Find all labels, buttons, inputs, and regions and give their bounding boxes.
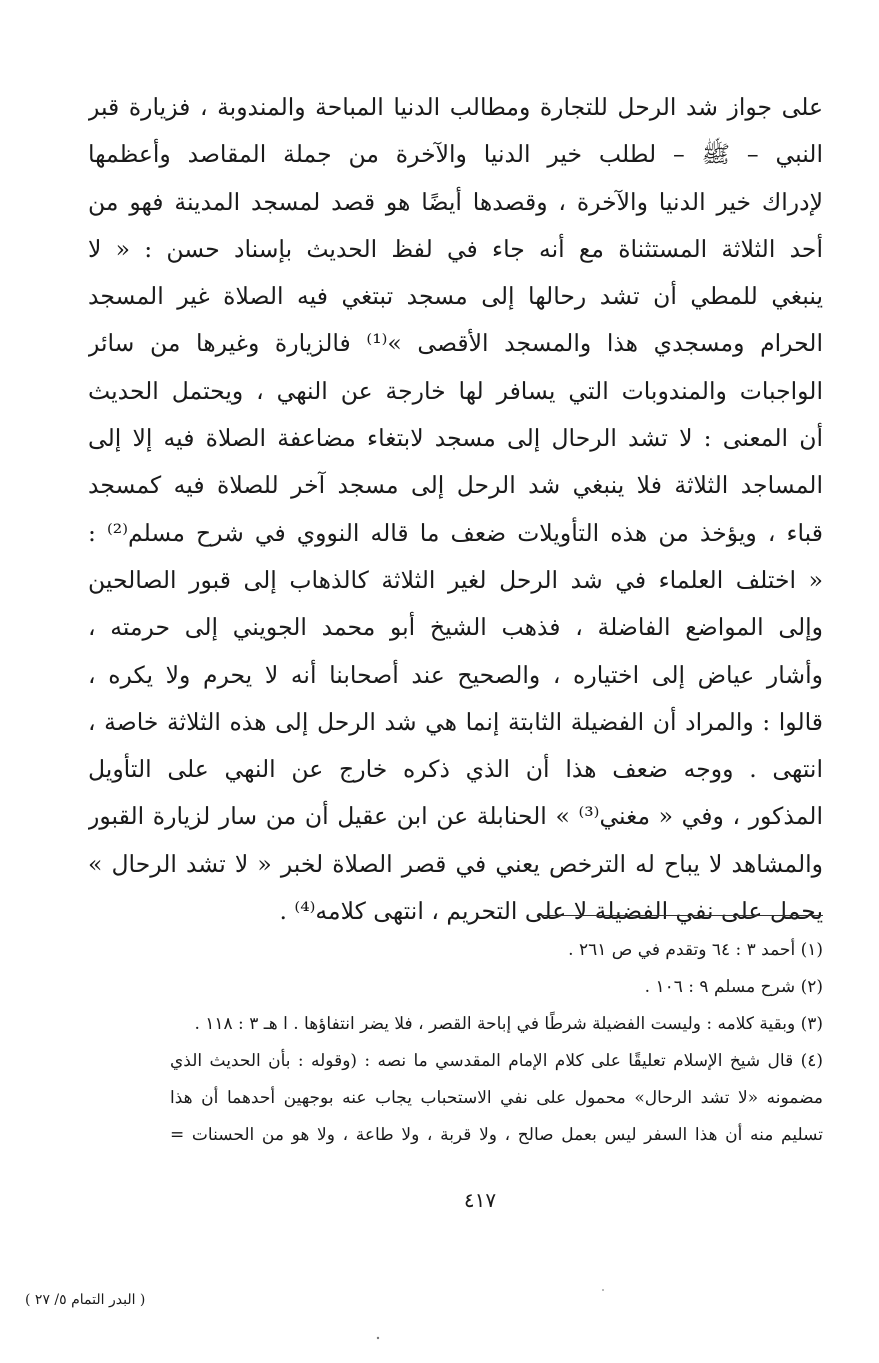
text-line: النبي – ﷺ – لطلب خير الدنيا والآخرة من جملة المقاصد وأعظمها (88, 140, 823, 169)
text-line: « اختلف العلماء في شد الرحل لغير الثلاثة كالذهاب إلى قبور الصالحين (88, 565, 823, 594)
footnote-4-continued: مضمونه «لا تشد الرحال» محمول على نفي الاستحباب يجاب عنه بوجهين أحدهما أن هذا (170, 1088, 823, 1108)
footnote-4: (٤) قال شيخ الإسلام تعليقًا على كلام الإمام المقدسي ما نصه : (وقوله : بأن الحديث الذي (170, 1051, 823, 1071)
text-line: أن المعنى : لا تشد الرحال إلى مسجد لابتغاء مضاعفة الصلاة فيه إلا إلى (88, 424, 823, 453)
text-line: المساجد الثلاثة فلا ينبغي شد الرحل إلى مسجد آخر للصلاة فيه كمسجد (88, 471, 823, 500)
text-line: يحمل على نفي الفضيلة لا على التحريم ، انتهى كلامه⁽⁴⁾ . (279, 897, 823, 926)
footnote-1: (١) أحمد ٣ : ٦٤ وتقدم في ص ٢٦١ . (568, 940, 823, 960)
text-line: ينبغي للمطي أن تشد رحالها إلى مسجد تبتغي فيه الصلاة غير المسجد (88, 282, 823, 311)
footnote-divider (538, 915, 823, 916)
text-line: المذكور ، وفي « مغني⁽³⁾ » الحنابلة عن ابن عقيل أن من سار لزيارة القبور (88, 802, 823, 831)
page-number: ٤١٧ (463, 1188, 497, 1212)
printer-signature-mark: ( البدر التمام ٥/ ٢٧ ) (25, 1292, 146, 1308)
text-line: وإلى المواضع الفاضلة ، فذهب الشيخ أبو محمد الجويني إلى حرمته ، (88, 613, 823, 642)
text-line: قباء ، ويؤخذ من هذه التأويلات ضعف ما قاله النووي في شرح مسلم⁽²⁾ : (88, 518, 823, 547)
text-line: على جواز شد الرحل للتجارة ومطالب الدنيا المباحة والمندوبة ، فزيارة قبر (88, 93, 823, 121)
footnote-2: (٢) شرح مسلم ٩ : ١٠٦ . (644, 977, 823, 997)
text-line: أحد الثلاثة المستثناة مع أنه جاء في لفظ الحديث بإسناد حسن : « لا (88, 234, 823, 263)
text-line: قالوا : والمراد أن الفضيلة الثابتة إنما هي شد الرحل إلى هذه الثلاثة خاصة ، (88, 707, 823, 736)
text-line: الواجبات والمندوبات التي يسافر لها خارجة عن النهي ، ويحتمل الحديث (88, 376, 823, 405)
text-line: لإدراك خير الدنيا والآخرة ، وقصدها أيضًا هو قصد لمسجد المدينة فهو من (88, 187, 823, 216)
text-line: والمشاهد لا يباح له الترخص يعني في قصر الصلاة لخبر « لا تشد الرحال » (88, 849, 823, 878)
text-line: وأشار عياض إلى اختياره ، والصحيح عند أصحابنا أنه لا يحرم ولا يكره ، (88, 660, 823, 689)
text-line: الحرام ومسجدي هذا والمسجد الأقصى »⁽¹⁾ فالزيارة وغيرها من سائر (88, 329, 823, 358)
main-text (88, 84, 823, 935)
footnotes (170, 932, 823, 1154)
footnote-4-continued: تسليم منه أن هذا السفر ليس بعمل صالح ، ولا قربة ، ولا طاعة ، ولا هو من الحسنات = (170, 1125, 823, 1145)
footnote-3: (٣) وبقية كلامه : وليست الفضيلة شرطًا في إباحة القصر ، فلا يضر انتفاؤها . ا هـ ٣ : ١١٨ . (194, 1014, 823, 1034)
text-line: انتهى . ووجه ضعف هذا أن الذي ذكره خارج عن النهي على التأويل (88, 755, 823, 784)
